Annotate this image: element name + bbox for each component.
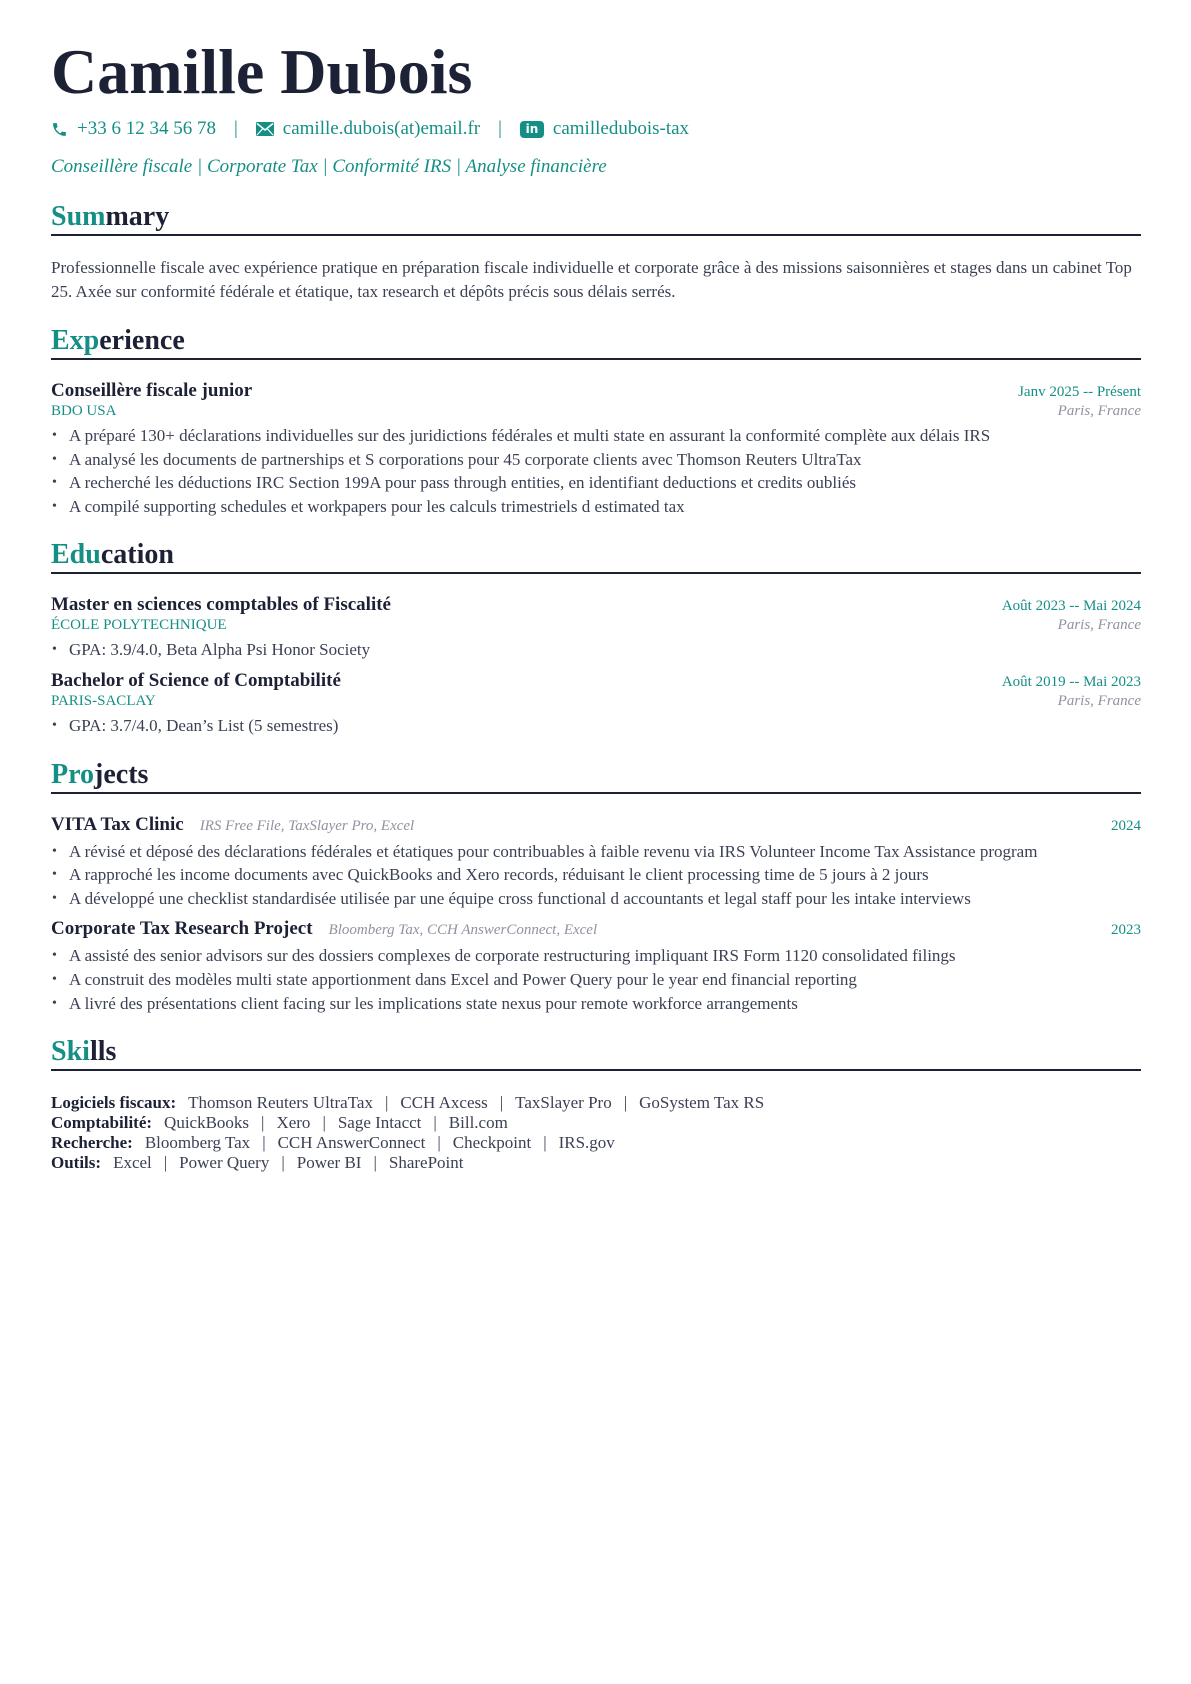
job-location: Paris, France	[1057, 403, 1141, 419]
contact-separator: |	[233, 118, 238, 139]
skill-item: Sage Intacct	[337, 1113, 422, 1133]
school-name: PARIS-SACLAY	[51, 692, 156, 709]
section-title-rest: lls	[89, 1036, 117, 1068]
phone-icon	[51, 121, 77, 138]
skill-row	[51, 1113, 1141, 1133]
project-name: Corporate Tax Research Project	[51, 918, 313, 940]
skill-separator: |	[262, 1133, 266, 1153]
skill-separator: |	[373, 1153, 377, 1173]
skill-separator: |	[433, 1113, 437, 1133]
section-title-accent: Sum	[51, 201, 106, 232]
section-title-education	[51, 538, 1141, 574]
experience-entry	[51, 380, 1141, 518]
skill-row	[51, 1153, 1141, 1173]
skill-item: Excel	[113, 1153, 152, 1173]
skill-separator: |	[322, 1113, 326, 1133]
skill-item: CCH Axcess	[400, 1093, 488, 1113]
project-tech: IRS Free File, TaxSlayer Pro, Excel	[199, 817, 415, 834]
degree-date: Août 2019 -- Mai 2023	[1001, 673, 1141, 690]
section-title-accent: Ski	[51, 1036, 90, 1068]
skill-separator: |	[281, 1153, 285, 1173]
skills-list	[51, 1093, 1141, 1173]
section-title-accent: Exp	[51, 325, 100, 356]
mail-icon	[256, 122, 283, 136]
skill-separator: |	[261, 1113, 265, 1133]
section-title-projects	[51, 758, 1141, 794]
skill-separator: |	[163, 1153, 168, 1173]
skill-item: QuickBooks	[164, 1113, 250, 1133]
candidate-name	[51, 34, 1141, 110]
linkedin-handle: camilledubois-tax	[552, 118, 690, 139]
section-title-rest: jects	[94, 758, 149, 790]
skill-label: Comptabilité:	[51, 1113, 153, 1133]
list-item: • A compilé supporting schedules et workpapers pour les calculs trimestriels d estimated tax	[51, 495, 1141, 519]
skill-label: Recherche:	[51, 1133, 133, 1153]
section-title-experience	[51, 324, 1141, 360]
degree-title: Bachelor of Science of Comptabilité	[51, 669, 341, 691]
job-title: Conseillère fiscale junior	[51, 380, 253, 401]
project-tech: Bloomberg Tax, CCH AnswerConnect, Excel	[328, 922, 598, 939]
skill-item: Power BI	[296, 1153, 362, 1173]
project-entry	[51, 814, 1141, 911]
education-entry	[51, 594, 1141, 662]
skill-separator: |	[499, 1093, 504, 1113]
education-bullets	[51, 638, 1141, 662]
project-name: VITA Tax Clinic	[51, 813, 184, 835]
school-location: Paris, France	[1057, 617, 1141, 634]
skill-item: Thomson Reuters UltraTax	[188, 1093, 373, 1113]
skill-separator: |	[437, 1133, 441, 1153]
list-item: • GPA: 3.7/4.0, Dean’s List (5 semestres)	[51, 714, 1141, 738]
project-bullets	[51, 840, 1141, 911]
skill-item: Checkpoint	[452, 1133, 532, 1153]
school-location: Paris, France	[1057, 692, 1141, 709]
skill-item: TaxSlayer Pro	[515, 1093, 612, 1113]
skill-item: Bill.com	[448, 1113, 508, 1133]
skill-item: SharePoint	[388, 1153, 464, 1173]
education-entry	[51, 670, 1141, 738]
project-title	[51, 814, 414, 836]
list-item: • A préparé 130+ déclarations individuelles sur des juridictions fédérales et multi state en assurant la conformité complète aux délais IRS	[51, 424, 1141, 448]
project-date: 2024	[1111, 817, 1141, 834]
skill-label: Outils:	[51, 1153, 102, 1173]
education-bullets	[51, 714, 1141, 738]
tagline: Conseillère fiscale | Corporate Tax | Conformité IRS | Analyse financière	[51, 156, 607, 177]
skill-separator: |	[384, 1093, 389, 1113]
skill-row	[51, 1093, 1141, 1113]
list-item: • A révisé et déposé des déclarations fédérales et étatiques pour contribuables à faible revenu via IRS Volunteer Income Tax Assistance program	[51, 840, 1141, 864]
contact-separator: |	[498, 118, 502, 139]
skill-item: Power Query	[179, 1153, 270, 1173]
skill-item: IRS.gov	[558, 1133, 615, 1153]
linkedin-contact[interactable]	[520, 118, 689, 140]
section-title-accent: Edu	[51, 539, 101, 571]
summary-text: Professionnelle fiscale avec expérience pratique en préparation fiscale individuelle et corporate grâce à des missions saisonnières et stages dans un cabinet Top 25. Axée sur conformité fédérale et étatique, tax research et dépôts précis sous délais serrés.	[51, 258, 1132, 301]
email-address: camille.dubois(at)email.fr	[282, 118, 481, 139]
skill-separator: |	[623, 1093, 628, 1113]
project-title	[51, 918, 597, 940]
list-item: • A recherché les déductions IRC Section 199A pour pass through entities, en identifiant deductions et credits oubliés	[51, 471, 1141, 495]
degree-title: Master en sciences comptables of Fiscalité	[51, 594, 391, 616]
last-name: Dubois	[280, 36, 473, 107]
contact-bar	[51, 118, 1141, 140]
list-item: • A assisté des senior advisors sur des dossiers complexes de corporate restructuring impliquant IRS Form 1120 consolidated filings	[51, 944, 1141, 968]
job-date: Janv 2025 -- Présent	[1018, 384, 1141, 400]
skill-row	[51, 1133, 1141, 1153]
section-title-skills	[51, 1035, 1141, 1071]
list-item: • GPA: 3.9/4.0, Beta Alpha Psi Honor Society	[51, 638, 1141, 662]
school-name: ÉCOLE POLYTECHNIQUE	[51, 617, 227, 634]
list-item: • A rapproché les income documents avec QuickBooks and Xero records, réduisant le client processing time de 5 jours à 2 jours	[51, 863, 1141, 887]
skill-item: Bloomberg Tax	[144, 1133, 251, 1153]
phone-number: +33 6 12 34 56 78	[77, 118, 216, 139]
section-title-rest: mary	[105, 201, 170, 232]
section-title-rest: cation	[100, 539, 174, 571]
skill-item: GoSystem Tax RS	[639, 1093, 765, 1113]
section-title-accent: Pro	[51, 758, 95, 790]
phone-contact[interactable]	[51, 118, 216, 140]
linkedin-icon: in	[520, 121, 544, 138]
list-item: • A construit des modèles multi state apportionment dans Excel and Power Query pour le year end financial reporting	[51, 968, 1141, 992]
experience-bullets	[51, 424, 1141, 518]
list-item: • A développé une checklist standardisée utilisée par une équipe cross functional d accountants et legal staff pour les intake interviews	[51, 887, 1141, 911]
skill-item: Xero	[276, 1113, 311, 1133]
section-title-rest: erience	[99, 325, 185, 356]
first-name: Camille	[51, 36, 265, 107]
degree-date: Août 2023 -- Mai 2024	[1001, 598, 1141, 615]
list-item: • A livré des présentations client facing sur les implications state nexus pour remote workforce arrangements	[51, 992, 1141, 1016]
section-title-summary	[51, 200, 1141, 236]
project-bullets	[51, 944, 1141, 1015]
skill-item: CCH AnswerConnect	[277, 1133, 426, 1153]
email-contact[interactable]	[256, 118, 480, 140]
project-entry	[51, 918, 1141, 1015]
project-date: 2023	[1111, 922, 1141, 939]
list-item: • A analysé les documents de partnerships et S corporations pour 45 corporate clients avec Thomson Reuters UltraTax	[51, 448, 1141, 472]
skill-label: Logiciels fiscaux:	[51, 1093, 177, 1113]
company-name: BDO USA	[51, 403, 117, 419]
skill-separator: |	[543, 1133, 547, 1153]
